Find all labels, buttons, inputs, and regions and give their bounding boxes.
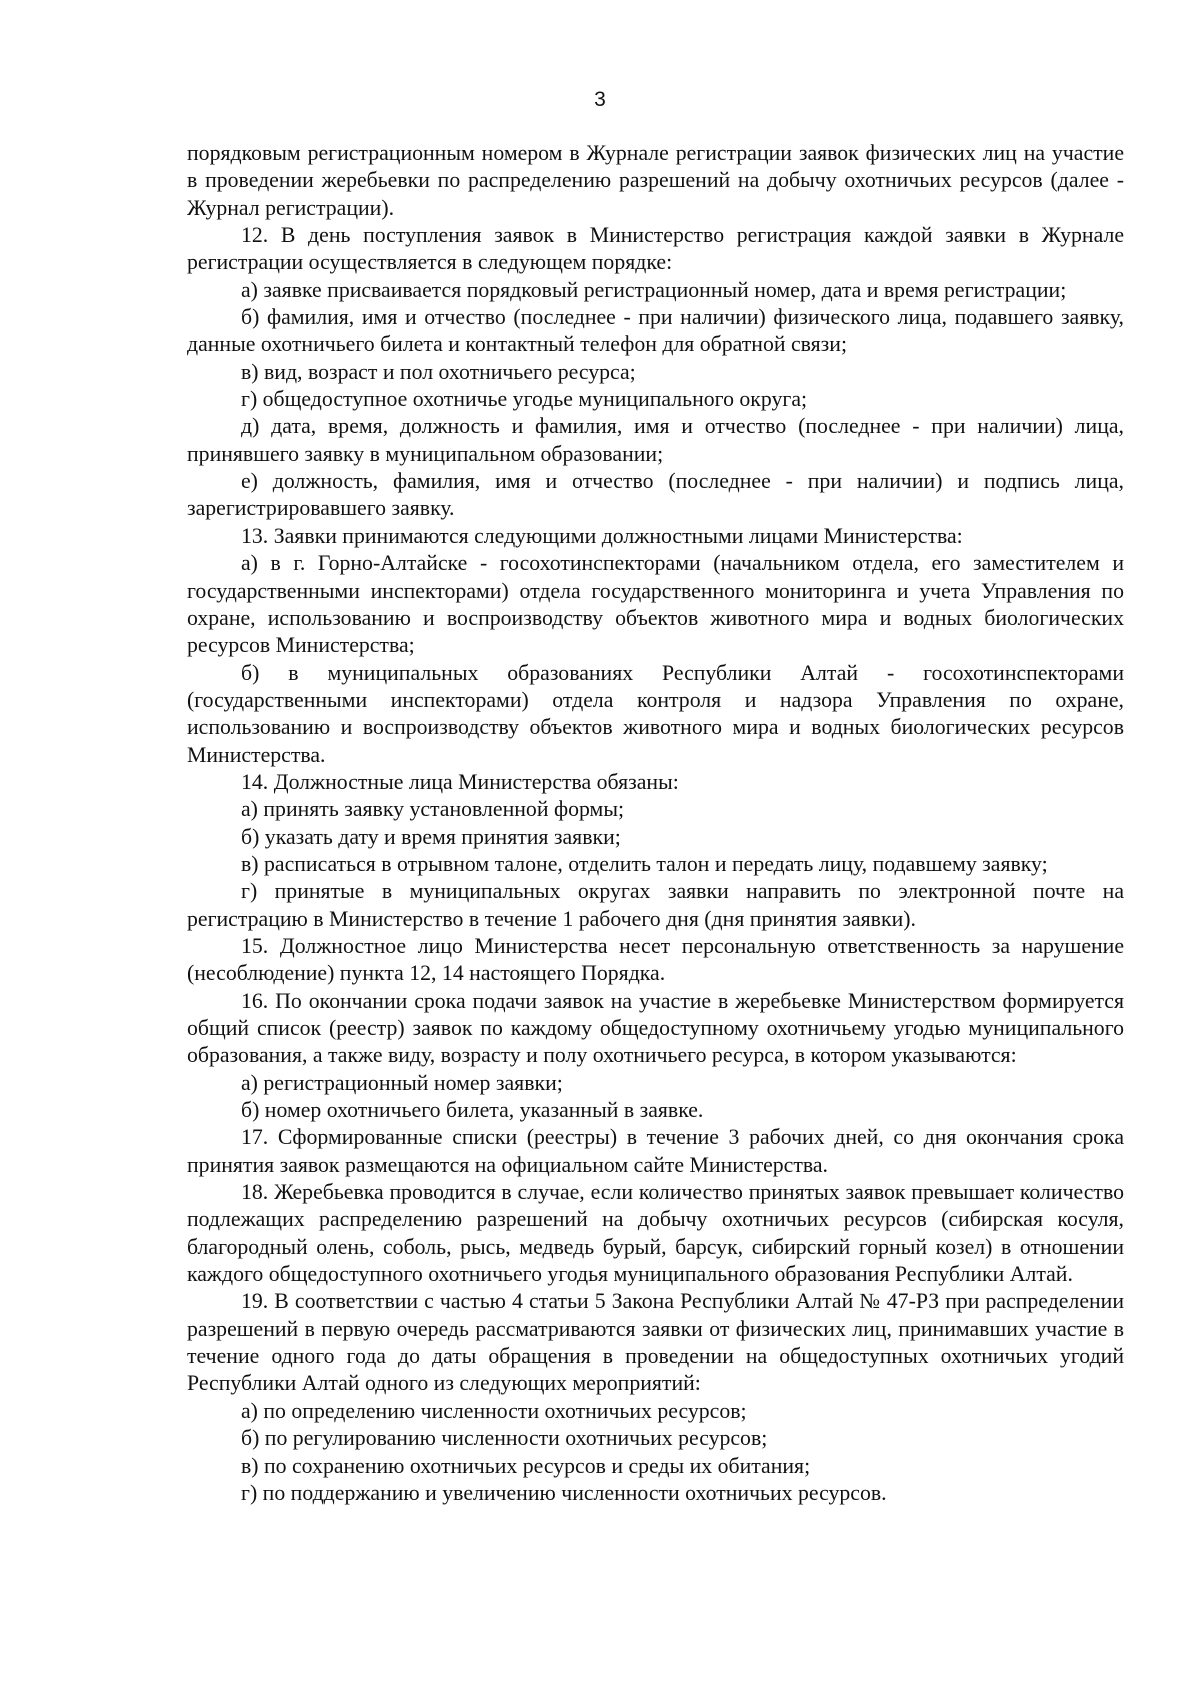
page-number: 3 bbox=[594, 88, 606, 111]
paragraph-13: 13. Заявки принимаются следующими должностными лицами Министерства: bbox=[241, 523, 963, 548]
paragraph-19-item-g: г) по поддержанию и увеличению численности охотничьих ресурсов. bbox=[241, 1480, 887, 1505]
paragraph-16: 16. По окончании срока подачи заявок на участие в жеребьевке Министерством формируется общий список (реестр) заявок по каждому общедоступному охотничьему угодью муниципального образования, а также виду, возрасту и полу охотничьего ресурса, в котором указываются: bbox=[187, 988, 1124, 1068]
paragraph-19-item-a: а) по определению численности охотничьих ресурсов; bbox=[241, 1398, 747, 1423]
paragraph-14-item-v: в) расписаться в отрывном талоне, отделить талон и передать лицу, подавшему заявку; bbox=[241, 851, 1048, 876]
paragraph-17: 17. Сформированные списки (реестры) в течение 3 рабочих дней, со дня окончания срока принятия заявок размещаются на официальном сайте Министерства. bbox=[187, 1125, 1124, 1177]
paragraph-16-item-b: б) номер охотничьего билета, указанный в заявке. bbox=[241, 1098, 704, 1123]
paragraph-19: 19. В соответствии с частью 4 статьи 5 Закона Республики Алтай № 47-РЗ при распределении разрешений в первую очередь рассматриваются заявки от физических лиц, принимавших участие в течение одного года до даты обращения в проведении на общедоступных охотничьих угодий Республики Алтай одного из следующих мероприятий: bbox=[187, 1289, 1124, 1396]
paragraph-14: 14. Должностные лица Министерства обязаны: bbox=[241, 769, 679, 794]
paragraph-13-item-b: б) в муниципальных образованиях Республики Алтай - госохотинспекторами (государственными инспекторами) отдела контроля и надзора Управления по охране, использованию и воспроизводству объектов животного мира и водных биологических ресурсов Министерства. bbox=[187, 660, 1124, 767]
paragraph-12-item-d: д) дата, время, должность и фамилия, имя и отчество (последнее - при наличии) лица, принявшего заявку в муниципальном образовании; bbox=[187, 414, 1124, 466]
paragraph-19-item-b: б) по регулированию численности охотничьих ресурсов; bbox=[241, 1426, 768, 1451]
paragraph-12-item-b: б) фамилия, имя и отчество (последнее - при наличии) физического лица, подавшего заявку, данные охотничьего билета и контактный телефон для обратной связи; bbox=[187, 305, 1124, 357]
paragraph-12-item-e: е) должность, фамилия, имя и отчество (последнее - при наличии) и подпись лица, зарегистрировавшего заявку. bbox=[187, 469, 1124, 521]
paragraph-continuation: порядковым регистрационным номером в Журнале регистрации заявок физических лиц на участие в проведении жеребьевки по распределению разрешений на добычу охотничьих ресурсов (далее - Журнал регистрации). bbox=[187, 141, 1124, 220]
paragraph-14-item-a: а) принять заявку установленной формы; bbox=[241, 797, 625, 822]
paragraph-14-item-b: б) указать дату и время принятия заявки; bbox=[241, 824, 621, 849]
paragraph-16-item-a: а) регистрационный номер заявки; bbox=[241, 1070, 563, 1095]
paragraph-12-item-v: в) вид, возраст и пол охотничьего ресурса; bbox=[241, 359, 636, 384]
paragraph-12-item-a: а) заявке присваивается порядковый регистрационный номер, дата и время регистрации; bbox=[241, 277, 1067, 302]
paragraph-13-item-a: а) в г. Горно-Алтайске - госохотинспекторами (начальником отдела, его заместителем и государственными инспекторами) отдела государственного мониторинга и учета Управления по охране, использованию и воспроизводству объектов животного мира и водных биологических ресурсов Министерства; bbox=[187, 551, 1124, 658]
paragraph-12-item-g: г) общедоступное охотничье угодье муниципального округа; bbox=[241, 387, 808, 412]
paragraph-19-item-v: в) по сохранению охотничьих ресурсов и среды их обитания; bbox=[241, 1453, 811, 1478]
paragraph-15: 15. Должностное лицо Министерства несет персональную ответственность за нарушение (несоблюдение) пункта 12, 14 настоящего Порядка. bbox=[187, 933, 1124, 986]
paragraph-12: 12. В день поступления заявок в Министерство регистрация каждой заявки в Журнале регистрации осуществляется в следующем порядке: bbox=[187, 223, 1124, 275]
paragraph-18: 18. Жеребьевка проводится в случае, если количество принятых заявок превышает количество подлежащих распределению разрешений на добычу охотничьих ресурсов (сибирская косуля, благородный олень, соболь, рысь, медведь бурый, барсук, сибирский горный козел) в отношении каждого общедоступного охотничьего угодья муниципального образования Республики Алтай. bbox=[187, 1180, 1124, 1287]
document-body bbox=[187, 140, 1124, 1507]
paragraph-14-item-g: г) принятые в муниципальных округах заявки направить по электронной почте на регистрацию в Министерство в течение 1 рабочего дня (дня принятия заявки). bbox=[187, 879, 1124, 931]
